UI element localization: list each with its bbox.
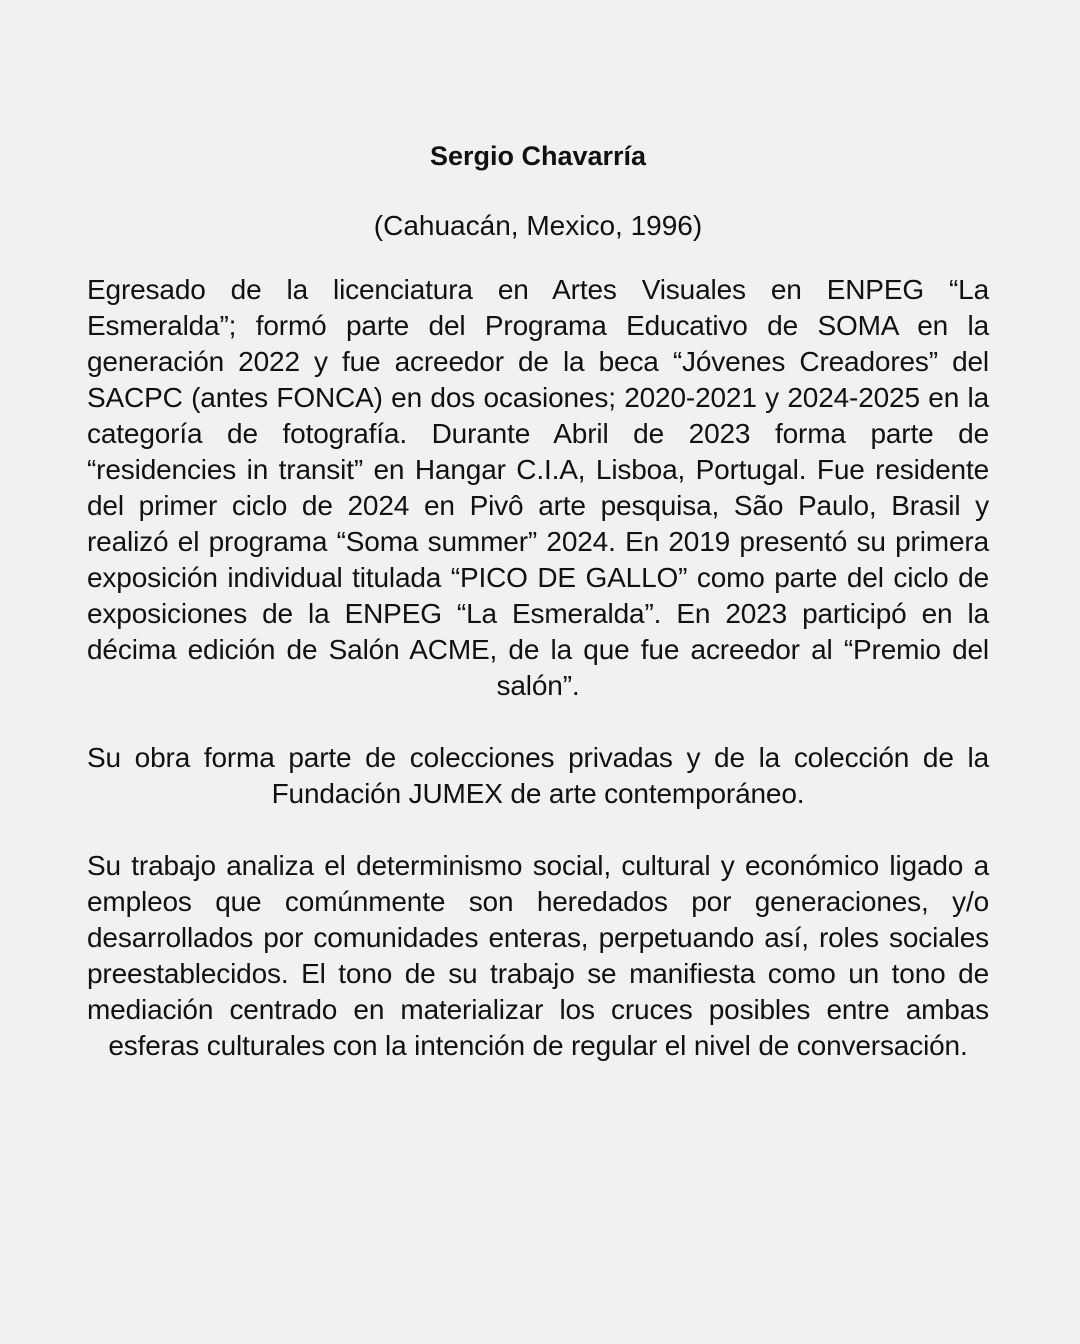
bio-paragraph-education: Egresado de la licenciatura en Artes Visuales en ENPEG “La Esmeralda”; formó parte del Programa Educativo de SOMA en la generación 2022 y fue acreedor de la beca “Jóvenes Creadores” del SACPC (antes FONCA) en dos ocasiones; 2020-2021 y 2024-2025 en la categoría de fotografía. Durante Abril de 2023 forma parte de “residencies in transit” en Hangar C.I.A, Lisboa, Portugal. Fue residente del primer ciclo de 2024 en Pivô arte pesquisa, São Paulo, Brasil y realizó el programa “Soma summer” 2024. En 2019 presentó su primera exposición individual titulada “PICO DE GALLO” como parte del ciclo de exposiciones de la ENPEG “La Esmeralda”. En 2023 participó en la décima edición de Salón ACME, de la que fue acreedor al “Premio del salón”. — [87, 274, 989, 701]
bio-content — [87, 136, 989, 1064]
bio-paragraph-collections: Su obra forma parte de colecciones privadas y de la colección de la Fundación JUMEX de arte contemporáneo. — [87, 742, 989, 809]
artist-origin: (Cahuacán, Mexico, 1996) — [373, 210, 703, 241]
artist-name: Sergio Chavarría — [429, 141, 647, 171]
bio-paragraph-practice: Su trabajo analiza el determinismo social, cultural y económico ligado a empleos que comúnmente son heredados por generaciones, y/o desarrollados por comunidades enteras, perpetuando así, roles sociales preestablecidos. El tono de su trabajo se manifiesta como un tono de mediación centrado en materializar los cruces posibles entre ambas esferas culturales con la intención de regular el nivel de conversación. — [87, 850, 989, 1061]
